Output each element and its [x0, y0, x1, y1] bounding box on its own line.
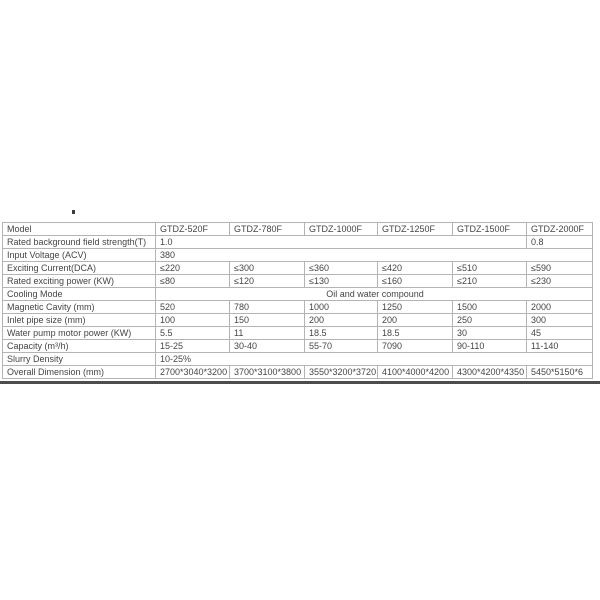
table-row: [3, 288, 593, 301]
table-cell: 1.0: [156, 236, 527, 249]
stray-text-mark: [72, 210, 75, 214]
table-cell: 90-110: [453, 340, 527, 353]
table-cell: 520: [156, 301, 230, 314]
table-cell: 1500: [453, 301, 527, 314]
row-label: Capacity (m³/h): [3, 340, 156, 353]
table-row: [3, 275, 593, 288]
table-cell: 15-25: [156, 340, 230, 353]
table-cell: 300: [527, 314, 593, 327]
table-cell: 45: [527, 327, 593, 340]
section-divider: [0, 381, 600, 384]
row-label: Slurry Density: [3, 353, 156, 366]
table-header-row: [3, 223, 593, 236]
row-label: Magnetic Cavity (mm): [3, 301, 156, 314]
table-row: [3, 353, 593, 366]
table-row: [3, 366, 593, 379]
table-cell: 0.8: [527, 236, 593, 249]
table-cell: 380: [156, 249, 593, 262]
table-cell: 2000: [527, 301, 593, 314]
table-row: [3, 340, 593, 353]
row-label: Cooling Mode: [3, 288, 156, 301]
table-cell: ≤80: [156, 275, 230, 288]
table-cell: ≤590: [527, 262, 593, 275]
table-cell: 11-140: [527, 340, 593, 353]
table-cell: 30-40: [230, 340, 305, 353]
table-cell: ≤220: [156, 262, 230, 275]
row-label: Rated background field strength(T): [3, 236, 156, 249]
table-cell: 4100*4000*4200: [378, 366, 453, 379]
column-header: GTDZ-520F: [156, 223, 230, 236]
table-cell: 150: [230, 314, 305, 327]
row-label: Rated exciting power (KW): [3, 275, 156, 288]
table-cell: 1250: [378, 301, 453, 314]
table-cell: 1000: [305, 301, 378, 314]
table-row: [3, 249, 593, 262]
table-cell: 10-25%: [156, 353, 593, 366]
row-label: Water pump motor power (KW): [3, 327, 156, 340]
table-cell: 200: [378, 314, 453, 327]
row-label: Input Voltage (ACV): [3, 249, 156, 262]
table-cell: ≤300: [230, 262, 305, 275]
table-cell: 100: [156, 314, 230, 327]
table-row: [3, 314, 593, 327]
table-cell: 55-70: [305, 340, 378, 353]
table-row: [3, 301, 593, 314]
table-cell: 2700*3040*3200: [156, 366, 230, 379]
table-cell: 250: [453, 314, 527, 327]
column-header: GTDZ-780F: [230, 223, 305, 236]
column-header-model: Model: [3, 223, 156, 236]
row-label: Overall Dimension (mm): [3, 366, 156, 379]
table-cell: 3700*3100*3800: [230, 366, 305, 379]
table-cell: ≤120: [230, 275, 305, 288]
column-header: GTDZ-1000F: [305, 223, 378, 236]
table-cell: ≤210: [453, 275, 527, 288]
table-row: [3, 327, 593, 340]
table-cell: ≤420: [378, 262, 453, 275]
table-cell: ≤360: [305, 262, 378, 275]
table-cell: 30: [453, 327, 527, 340]
column-header: GTDZ-2000F: [527, 223, 593, 236]
table-cell: Oil and water compound: [156, 288, 593, 301]
table-cell: ≤230: [527, 275, 593, 288]
table-cell: 3550*3200*3720: [305, 366, 378, 379]
table-cell: 200: [305, 314, 378, 327]
table-cell: ≤130: [305, 275, 378, 288]
column-header: GTDZ-1250F: [378, 223, 453, 236]
table-cell: 5.5: [156, 327, 230, 340]
row-label: Inlet pipe size (mm): [3, 314, 156, 327]
table-cell: 18.5: [378, 327, 453, 340]
specification-table: [2, 222, 593, 379]
table-cell: ≤510: [453, 262, 527, 275]
table-cell: 4300*4200*4350: [453, 366, 527, 379]
table-cell: 780: [230, 301, 305, 314]
row-label: Exciting Current(DCA): [3, 262, 156, 275]
column-header: GTDZ-1500F: [453, 223, 527, 236]
table-cell: 7090: [378, 340, 453, 353]
table-cell: ≤160: [378, 275, 453, 288]
table-cell: 18.5: [305, 327, 378, 340]
table-cell: 11: [230, 327, 305, 340]
table-row: [3, 236, 593, 249]
table-cell: 5450*5150*6: [527, 366, 593, 379]
table-row: [3, 262, 593, 275]
